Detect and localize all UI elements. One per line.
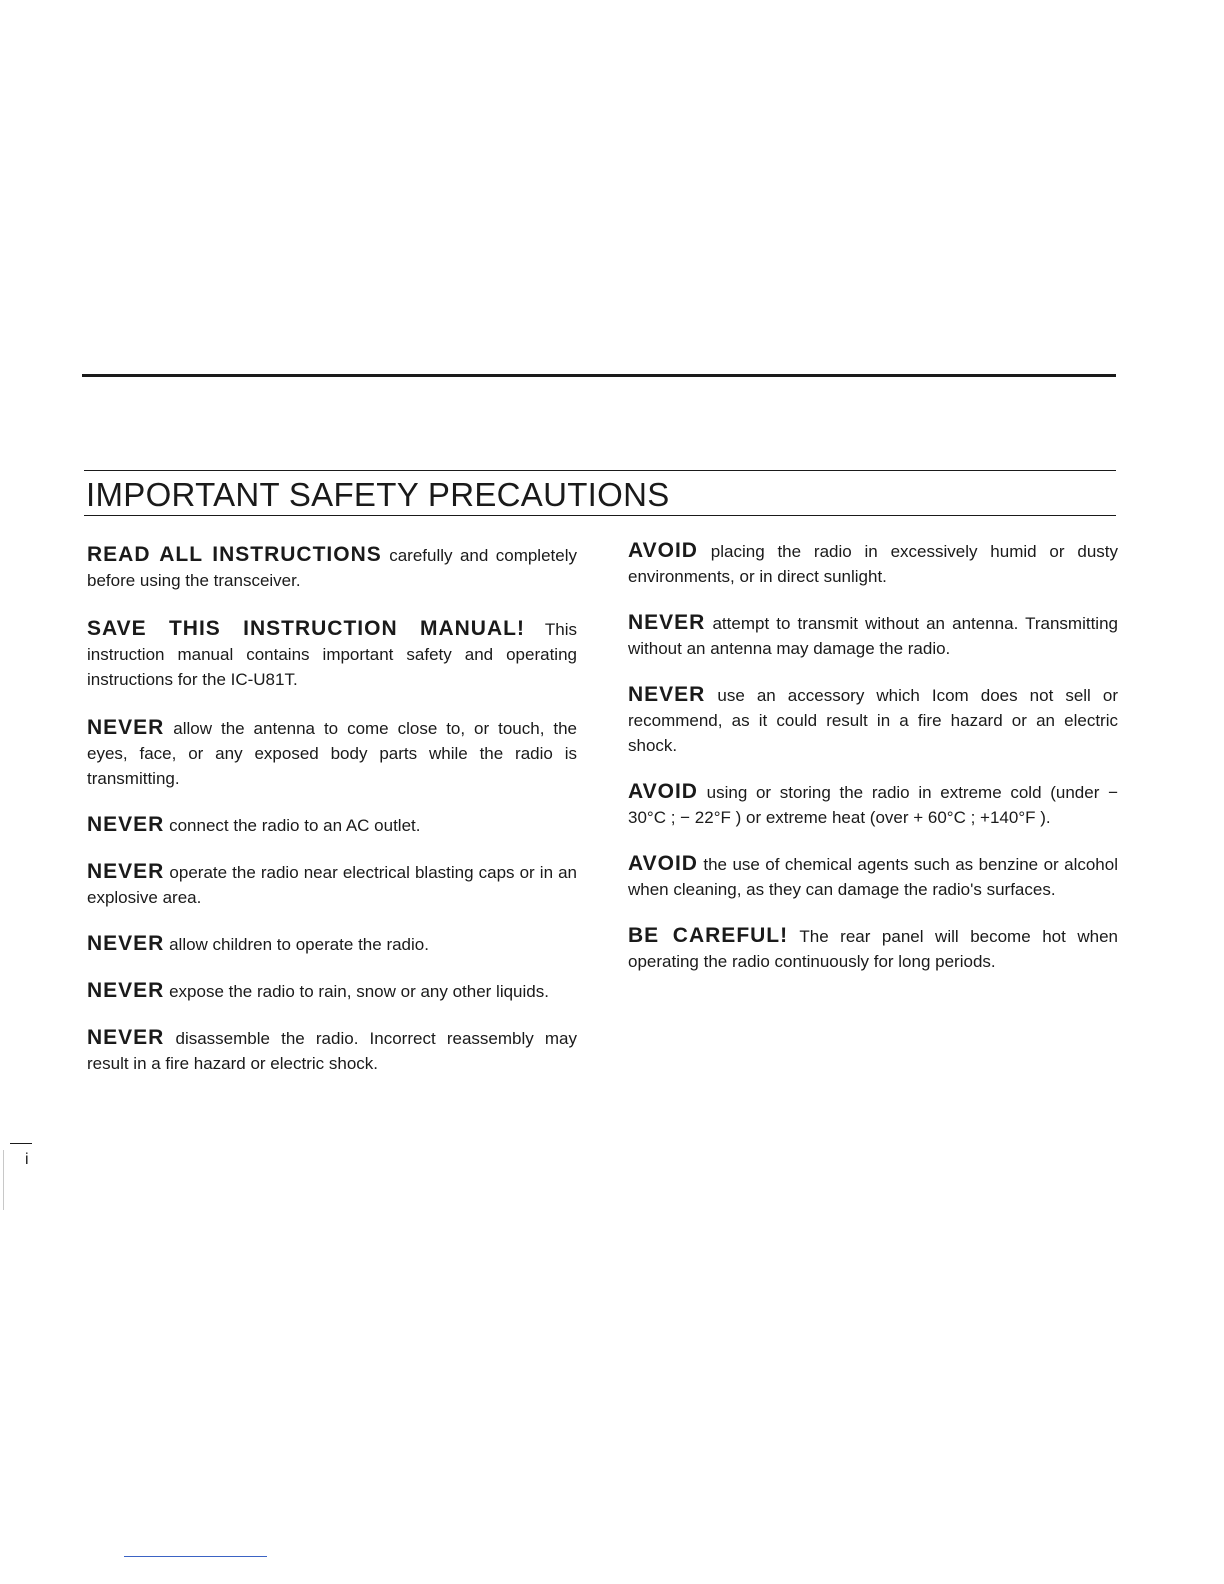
precaution-item xyxy=(628,779,1118,830)
right-column xyxy=(628,538,1118,974)
precaution-item xyxy=(87,1025,577,1076)
precaution-keyword: NEVER xyxy=(87,979,165,1002)
precaution-item xyxy=(628,851,1118,902)
precaution-keyword: NEVER xyxy=(87,813,165,836)
precaution-item xyxy=(628,538,1118,589)
precaution-text: allow children to operate the radio. xyxy=(164,935,429,954)
precaution-text: connect the radio to an AC outlet. xyxy=(164,816,421,835)
precaution-item xyxy=(87,715,577,791)
precaution-text: placing the radio in excessively humid or dusty environments, or in direct sunlight. xyxy=(628,542,1118,586)
precaution-keyword: NEVER xyxy=(628,611,706,634)
precaution-text: The rear panel will become hot when operating the radio continuously for long periods. xyxy=(628,927,1118,971)
precaution-item xyxy=(628,923,1118,974)
precaution-text: operate the radio near electrical blasting caps or in an explosive area. xyxy=(87,863,577,907)
precaution-item xyxy=(87,931,577,957)
precaution-item xyxy=(628,682,1118,758)
precaution-item xyxy=(87,812,577,838)
scan-edge-line xyxy=(3,1150,4,1210)
top-rule xyxy=(82,374,1116,377)
precaution-item xyxy=(87,616,577,692)
precaution-item xyxy=(628,610,1118,661)
precaution-keyword: AVOID xyxy=(628,539,698,562)
precaution-text: using or storing the radio in extreme cold (under − 30°C ; − 22°F ) or extreme heat (over + 60°C ; +140°F ). xyxy=(628,783,1118,827)
precaution-keyword: NEVER xyxy=(628,683,706,706)
precaution-text: This instruction manual contains important safety and operating instructions for the IC-U81T. xyxy=(87,620,577,689)
precaution-keyword: SAVE THIS INSTRUCTION MANUAL! xyxy=(87,617,525,640)
precaution-keyword: NEVER xyxy=(87,860,165,883)
precaution-text: allow the antenna to come close to, or touch, the eyes, face, or any exposed body parts while the radio is transmitting. xyxy=(87,719,577,788)
precaution-keyword: READ ALL INSTRUCTIONS xyxy=(87,543,382,566)
precaution-keyword: NEVER xyxy=(87,932,165,955)
precaution-keyword: NEVER xyxy=(87,716,165,739)
page-title: IMPORTANT SAFETY PRECAUTIONS xyxy=(86,476,670,513)
left-column xyxy=(87,542,577,1076)
precaution-text: carefully and completely before using the transceiver. xyxy=(87,546,577,590)
bottom-scan-line xyxy=(124,1556,267,1557)
precaution-item xyxy=(87,542,577,593)
precaution-item xyxy=(87,859,577,910)
precaution-keyword: AVOID xyxy=(628,852,698,875)
title-box xyxy=(84,470,1116,516)
precaution-text: use an accessory which Icom does not sell or recommend, as it could result in a fire hazard or an electric shock. xyxy=(628,686,1118,755)
page-marker-rule xyxy=(10,1143,32,1144)
precaution-keyword: BE CAREFUL! xyxy=(628,924,789,947)
precaution-text: expose the radio to rain, snow or any other liquids. xyxy=(164,982,549,1001)
precaution-keyword: NEVER xyxy=(87,1026,165,1049)
page-number: i xyxy=(25,1151,29,1168)
precaution-keyword: AVOID xyxy=(628,780,698,803)
precaution-text: attempt to transmit without an antenna. Transmitting without an antenna may damage the radio. xyxy=(628,614,1118,658)
precaution-text: disassemble the radio. Incorrect reassembly may result in a fire hazard or electric shock. xyxy=(87,1029,577,1073)
precaution-text: the use of chemical agents such as benzine or alcohol when cleaning, as they can damage the radio's surfaces. xyxy=(628,855,1118,899)
precaution-item xyxy=(87,978,577,1004)
